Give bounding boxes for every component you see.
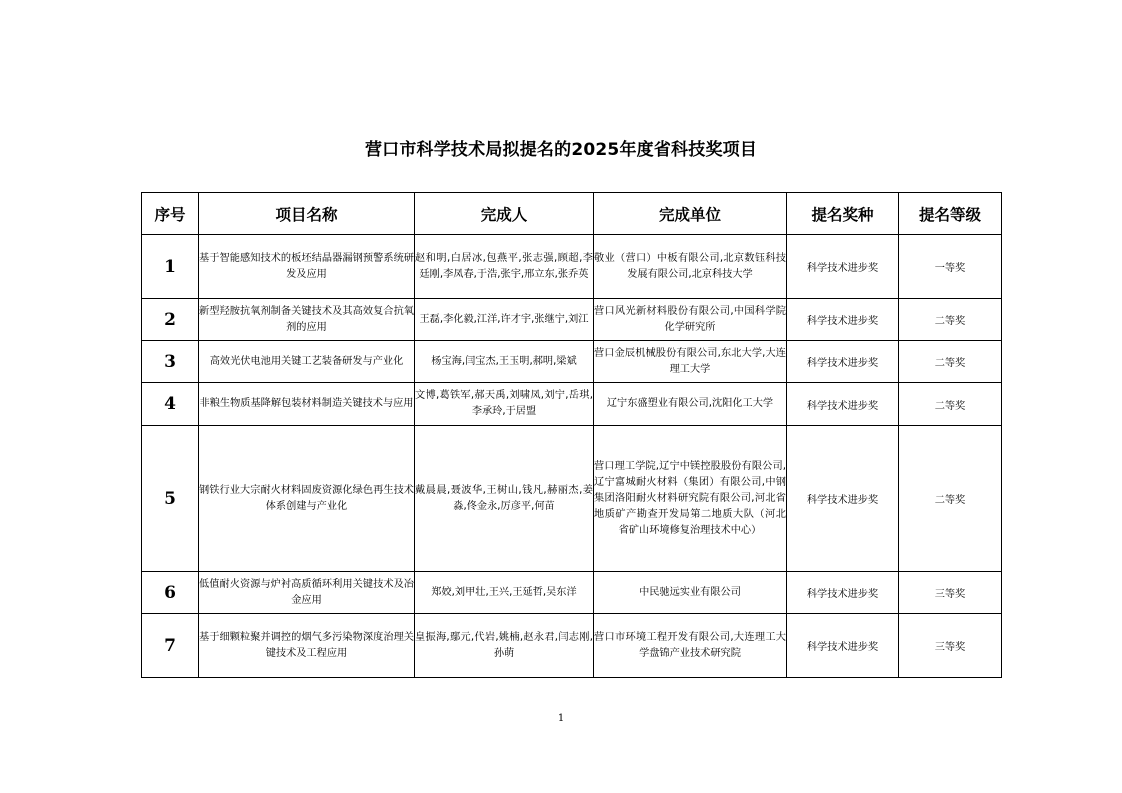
row-project-name: 基于细颗粒聚并调控的烟气多污染物深度治理关键技术及工程应用 [199,614,415,678]
row-organizations: 营口市环境工程开发有限公司,大连理工大学盘锦产业技术研究院 [594,614,787,678]
row-award-grade: 一等奖 [899,235,1002,299]
table-header-row [142,193,1002,235]
row-award-grade: 二等奖 [899,299,1002,341]
row-contributors: 戴晨晨,聂波华,王树山,钱凡,赫丽杰,姜淼,佟金永,厉彦平,何苗 [415,426,594,572]
row-project-name: 钢铁行业大宗耐火材料固废资源化绿色再生技术体系创建与产业化 [199,426,415,572]
row-award-type: 科学技术进步奖 [787,235,899,299]
row-award-grade: 二等奖 [899,426,1002,572]
table-row [142,341,1002,383]
row-project-name: 低值耐火资源与炉衬高质循环利用关键技术及冶金应用 [199,572,415,614]
header-project-name: 项目名称 [199,193,415,235]
row-serial-number: 1 [142,235,199,299]
row-award-type: 科学技术进步奖 [787,572,899,614]
table-row [142,572,1002,614]
row-award-grade: 三等奖 [899,572,1002,614]
row-serial-number: 6 [142,572,199,614]
row-contributors: 王磊,李化毅,江洋,许才宇,张继宁,刘江 [415,299,594,341]
page-number: 1 [557,713,565,724]
row-contributors: 皇振海,鄢元,代岩,姚楠,赵永君,闫志刚,孙萌 [415,614,594,678]
header-award-type: 提名奖种 [787,193,899,235]
row-project-name: 基于智能感知技术的板坯结晶器漏钢预警系统研发及应用 [199,235,415,299]
row-serial-number: 7 [142,614,199,678]
document-title: 营口市科学技术局拟提名的2025年度省科技奖项目 [364,140,758,160]
row-project-name: 新型羟胺抗氧剂制备关键技术及其高效复合抗氧剂的应用 [199,299,415,341]
row-award-type: 科学技术进步奖 [787,341,899,383]
table-row [142,426,1002,572]
row-award-type: 科学技术进步奖 [787,614,899,678]
row-serial-number: 3 [142,341,199,383]
header-organizations: 完成单位 [594,193,787,235]
header-contributors: 完成人 [415,193,594,235]
row-award-grade: 二等奖 [899,383,1002,426]
row-project-name: 非粮生物质基降解包装材料制造关键技术与应用 [199,383,415,426]
row-award-type: 科学技术进步奖 [787,299,899,341]
table-row [142,383,1002,426]
row-serial-number: 4 [142,383,199,426]
row-serial-number: 2 [142,299,199,341]
row-contributors: 赵和明,白居冰,包燕平,张志强,顾超,李廷刚,李凤春,于浩,张宇,邢立东,张乔英 [415,235,594,299]
row-organizations: 中民驰远实业有限公司 [594,572,787,614]
row-organizations: 辽宁东盛塑业有限公司,沈阳化工大学 [594,383,787,426]
row-contributors: 文博,葛铁军,郝天禹,刘啸凤,刘宁,岳琪,李承玲,于居盟 [415,383,594,426]
row-award-type: 科学技术进步奖 [787,426,899,572]
table-row [142,614,1002,678]
row-contributors: 郑姣,刘甲壮,王兴,王延哲,吴东洋 [415,572,594,614]
row-project-name: 高效光伏电池用关键工艺装备研发与产业化 [199,341,415,383]
header-award-grade: 提名等级 [899,193,1002,235]
table-row [142,299,1002,341]
nomination-table [141,192,1002,678]
table-row [142,235,1002,299]
row-organizations: 营口金辰机械股份有限公司,东北大学,大连理工大学 [594,341,787,383]
row-organizations: 营口风光新材料股份有限公司,中国科学院化学研究所 [594,299,787,341]
row-award-grade: 二等奖 [899,341,1002,383]
row-organizations: 营口理工学院,辽宁中镁控股股份有限公司,辽宁富城耐火材料（集团）有限公司,中钢集团洛阳耐火材料研究院有限公司,河北省地质矿产勘查开发局第二地质大队（河北省矿山环境修复治理技术中心） [594,426,787,572]
row-organizations: 敬业（营口）中板有限公司,北京数钰科技发展有限公司,北京科技大学 [594,235,787,299]
header-serial-number: 序号 [142,193,199,235]
row-award-grade: 三等奖 [899,614,1002,678]
row-award-type: 科学技术进步奖 [787,383,899,426]
row-contributors: 杨宝海,闫宝杰,王玉明,郝明,梁斌 [415,341,594,383]
row-serial-number: 5 [142,426,199,572]
